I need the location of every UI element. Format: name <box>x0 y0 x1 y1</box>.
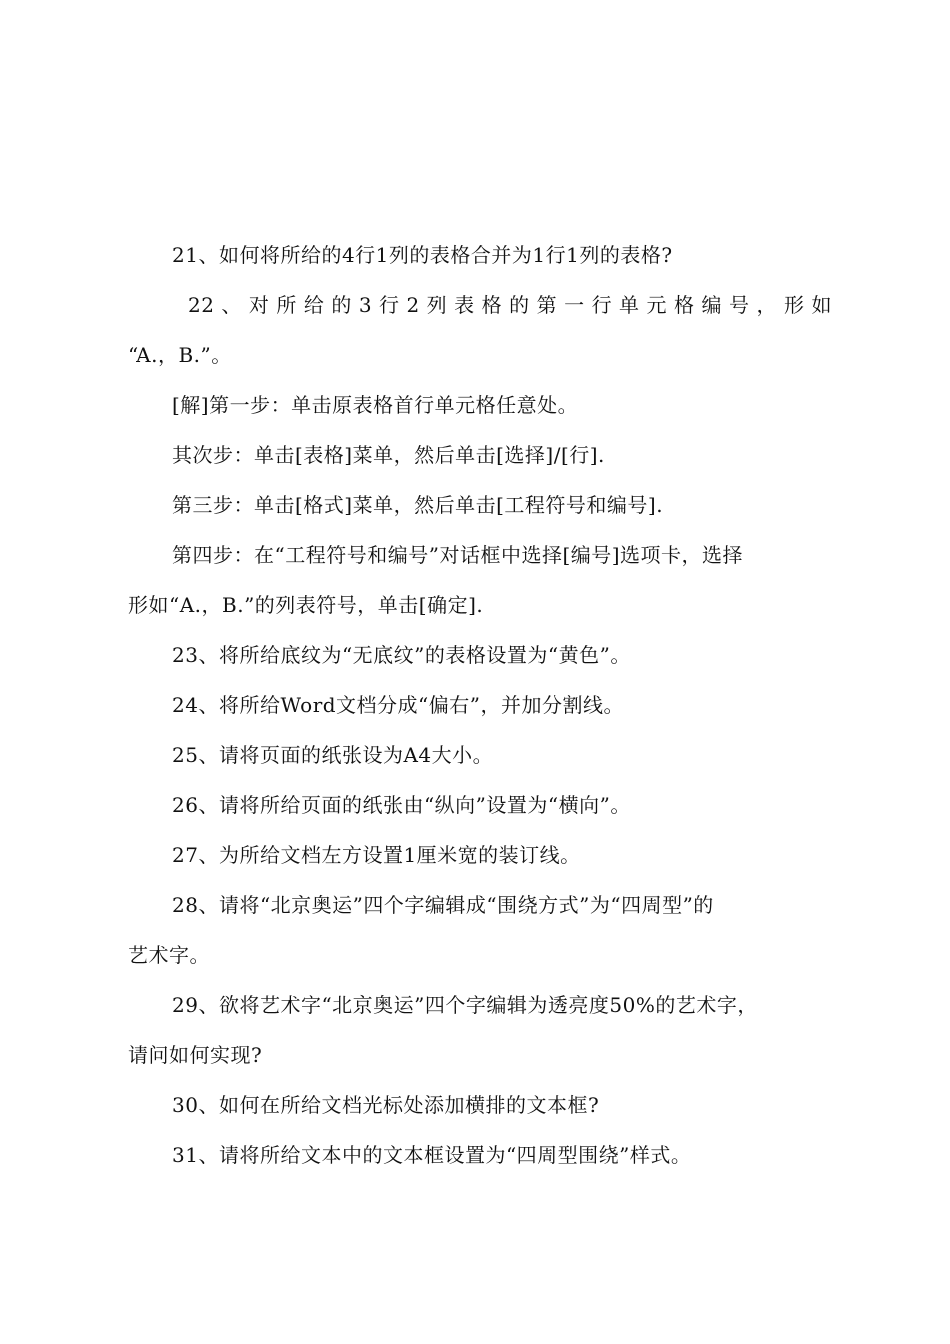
answer-step-2: 其次步：单击[表格]菜单，然后单击[选择]/[行]. <box>172 443 605 467</box>
answer-step-4-line-2: 形如“A.，B.”的列表符号，单击[确定]. <box>128 593 484 617</box>
question-28-line-1: 28、请将“北京奥运”四个字编辑成“围绕方式”为“四周型”的 <box>172 893 714 917</box>
question-27: 27、为所给文档左方设置1厘米宽的装订线。 <box>172 843 581 867</box>
question-29-line-2: 请问如何实现? <box>128 1043 263 1067</box>
question-29-line-1: 29、欲将艺术字“北京奥运”四个字编辑为透亮度50%的艺术字， <box>172 993 758 1017</box>
question-24: 24、将所给Word文档分成“偏右”，并加分割线。 <box>172 693 625 717</box>
question-23: 23、将所给底纹为“无底纹”的表格设置为“黄色”。 <box>172 643 631 667</box>
answer-step-3: 第三步：单击[格式]菜单，然后单击[工程符号和编号]. <box>172 493 664 517</box>
answer-step-1: [解]第一步：单击原表格首行单元格任意处。 <box>172 393 579 417</box>
question-21: 21、如何将所给的4行1列的表格合并为1行1列的表格? <box>172 243 673 267</box>
question-22-line-2: “A.，B.”。 <box>128 343 232 367</box>
question-26: 26、请将所给页面的纸张由“纵向”设置为“横向”。 <box>172 793 631 817</box>
question-30: 30、如何在所给文档光标处添加横排的文本框? <box>172 1093 600 1117</box>
question-22-line-1: 22 、 对 所 给 的 3 行 2 列 表 格 的 第 一 行 单 元 格 编 号 ， 形 如 <box>188 293 832 317</box>
question-25: 25、请将页面的纸张设为A4大小。 <box>172 743 494 767</box>
question-28-line-2: 艺术字。 <box>128 943 210 967</box>
answer-step-4-line-1: 第四步：在“工程符号和编号”对话框中选择[编号]选项卡，选择 <box>172 543 744 567</box>
question-31: 31、请将所给文本中的文本框设置为“四周型围绕”样式。 <box>172 1143 692 1167</box>
